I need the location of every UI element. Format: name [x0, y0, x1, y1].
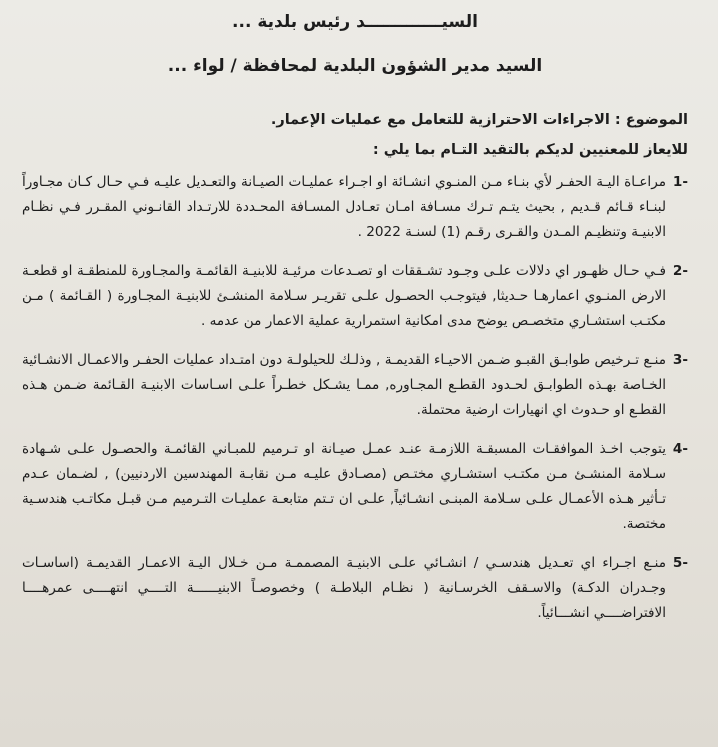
addressee-municipal-affairs-director: السيد مدير الشؤون البلدية لمحافظة / لواء ... [167, 56, 543, 76]
list-item-number: -3 [672, 352, 688, 368]
list-item [22, 348, 688, 423]
list-item-number: -4 [672, 441, 688, 457]
subject-line: الموضوع : الاجراءات الاحترازية للتعامل مع عمليات الإعمار. [270, 112, 688, 128]
list-item-text: يتوجب اخـذ الموافقـات المسبقـة اللازمـة عنـد عمـل صيـانة او تـرميم للمبـاني القائمـة والحصـول علـى شـهادة سـلامة المنشـئ مـن مكتـب استشـاري مختـص (مصـادق عليـه مـن نقابـة المهندسين الاردنيين) , لضـمان عـدم تـأثير هـذه الأعمـال علـى سـلامة المبنـى انشـائياً, علـى ان تـتم متابعـة عمليـات التـرميم مـن قبـل مكاتـب هندسـية مختصة. [22, 441, 666, 532]
list-item [22, 551, 688, 626]
intro-line: للايعاز للمعنيين لديكم بالتقيد التـام بما يلي : [372, 142, 688, 158]
list-item [22, 437, 688, 537]
list-item-number: -2 [672, 263, 688, 279]
list-item-text: فـي حـال ظهـور اي دلالات علـى وجـود تشـققات او تصـدعات مرئيـة للابنيـة القائمـة والمجـاورة للمنطقـة او قطعـة الارض المنـوي اعمارهـا حـديثا, فيتوجـب الحصـول علـى تقريـر سـلامة المنشـئ للابنيـة المجـاورة ( القـائمة ) مـن مكتـب استشـاري متخصـص يوضح مدى امكانية استمرارية عملية الاعمار من عدمه . [22, 263, 666, 329]
list-item [22, 170, 688, 245]
list-item [22, 259, 688, 334]
list-item-text: منـع اجـراء اي تعـديل هندسـي / انشـائي علـى الابنيـة المصممـة مـن خـلال اليـة الاعمـار القديمـة (اساسـات وجـدران الدكـة) والاسـقف الخرسـانية ( نظـام البلاطـة ) وخصوصـاً الابنيــــــة التــــي انتهــــى عمرهــــا الافتراضــــي انشـــائياً. [22, 555, 666, 621]
list-item-number: -5 [672, 555, 688, 571]
list-item-number: -1 [672, 174, 688, 190]
addressee-municipality-head: السيـــــــــــــد رئيس بلدية ... [232, 12, 478, 32]
list-item-text: منـع تـرخيص طوابـق القبـو ضـمن الاحيـاء القديمـة , وذلـك للحيلولـة دون امتـداد عمليات الحفـر والاعمـال الانشـائية الخـاصة بهـذه الطوابـق لحـدود القطـع المجـاوره, ممـا يشـكل خطـراً علـى اسـاسات الابنيـة القـائمة ضـمن هـذه القطـع او حـدوث اي انهيارات ارضية محتملة. [22, 352, 666, 418]
list-item-text: مراعـاة اليـة الحفـر لأي بنـاء مـن المنـوي انشـائة او اجـراء عمليـات الصيـانة والتعـديل عليـه فـي حـال كـان مجـاوراً لبنـاء قـائم قـديم , بحيث يتـم تـرك مسـافة امـان تعـادل المسـافة المحـددة للارتـداد القانـوني المقـرر فـي نظـام الابنيـة وتنظيـم المـدن والقـرى رقـم (1) لسنـة 2022 . [22, 174, 666, 240]
